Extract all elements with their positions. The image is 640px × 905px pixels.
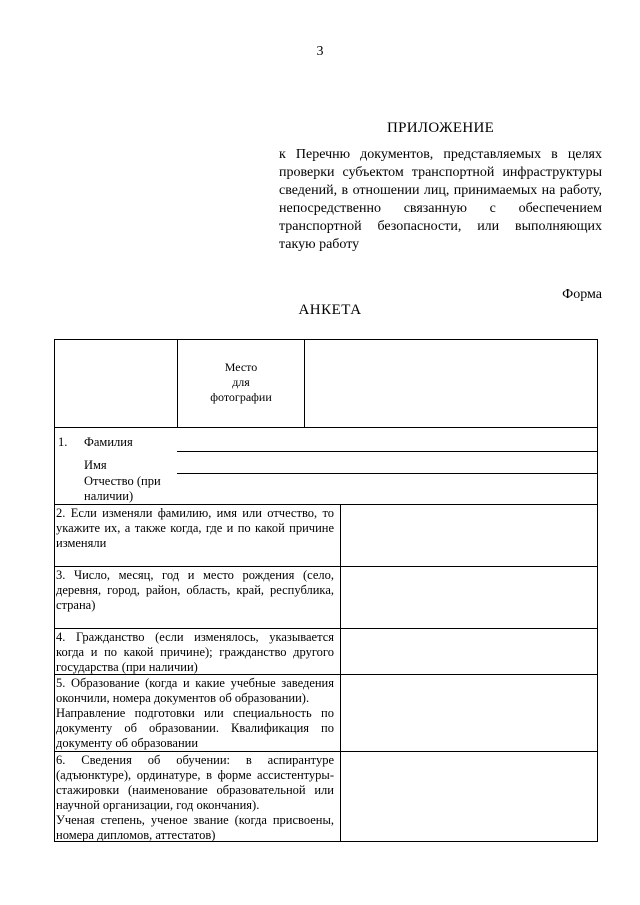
first-name-label: Имя — [84, 458, 107, 472]
question-2: 2. Если изменяли фамилию, имя или отчество, то укажите их, а также когда, где и по какой причине изменяли — [56, 506, 334, 550]
question-6: 6. Сведения об обучении: в аспирантуре (адъюнктуре), ординатуре, в форме ассистентуры-стажировки (наименование образовательной или научной организации, год окончания). Ученая степень, ученое звание (когда присвоены, номера дипломов, аттестатов) — [56, 753, 334, 842]
question-3: 3. Число, месяц, год и место рождения (село, деревня, город, район, область, край, республика, страна) — [56, 568, 334, 612]
answer-3-field[interactable] — [341, 567, 597, 628]
answer-2-field[interactable] — [341, 505, 597, 566]
answer-6-field[interactable] — [341, 752, 597, 841]
photo-placeholder: Место для фотографии — [210, 360, 272, 404]
table-divider — [304, 339, 305, 427]
first-name-field[interactable] — [177, 473, 598, 474]
surname-label: Фамилия — [84, 435, 133, 449]
surname-field[interactable] — [177, 451, 598, 452]
patronymic-label: Отчество (при наличии) — [84, 474, 161, 503]
appendix-title: ПРИЛОЖЕНИЕ — [387, 120, 495, 136]
form-title: АНКЕТА — [298, 302, 362, 318]
answer-5-field[interactable] — [341, 675, 597, 751]
answer-4-field[interactable] — [341, 629, 597, 674]
appendix-text: к Перечню документов, представляемых в целях проверки субъектом транспортной инфраструктуры сведений, в отношении лиц, принимаемых на работу, непосредственно связанную с обеспечением транспортной безопасности, или выполняющих такую работу — [279, 147, 602, 252]
question-5: 5. Образование (когда и какие учебные заведения окончили, номера документов об образовании). Направление подготовки или специальность по документу об образовании. Квалификация по документу об образовании — [56, 676, 334, 750]
question-4: 4. Гражданство (если изменялось, указывается когда и по какой причине); гражданство другого государства (при наличии) — [56, 630, 334, 674]
form-label: Форма — [562, 287, 602, 302]
table-divider — [54, 427, 598, 428]
page-number: 3 — [316, 44, 324, 59]
section-1-number: 1. — [58, 435, 68, 449]
